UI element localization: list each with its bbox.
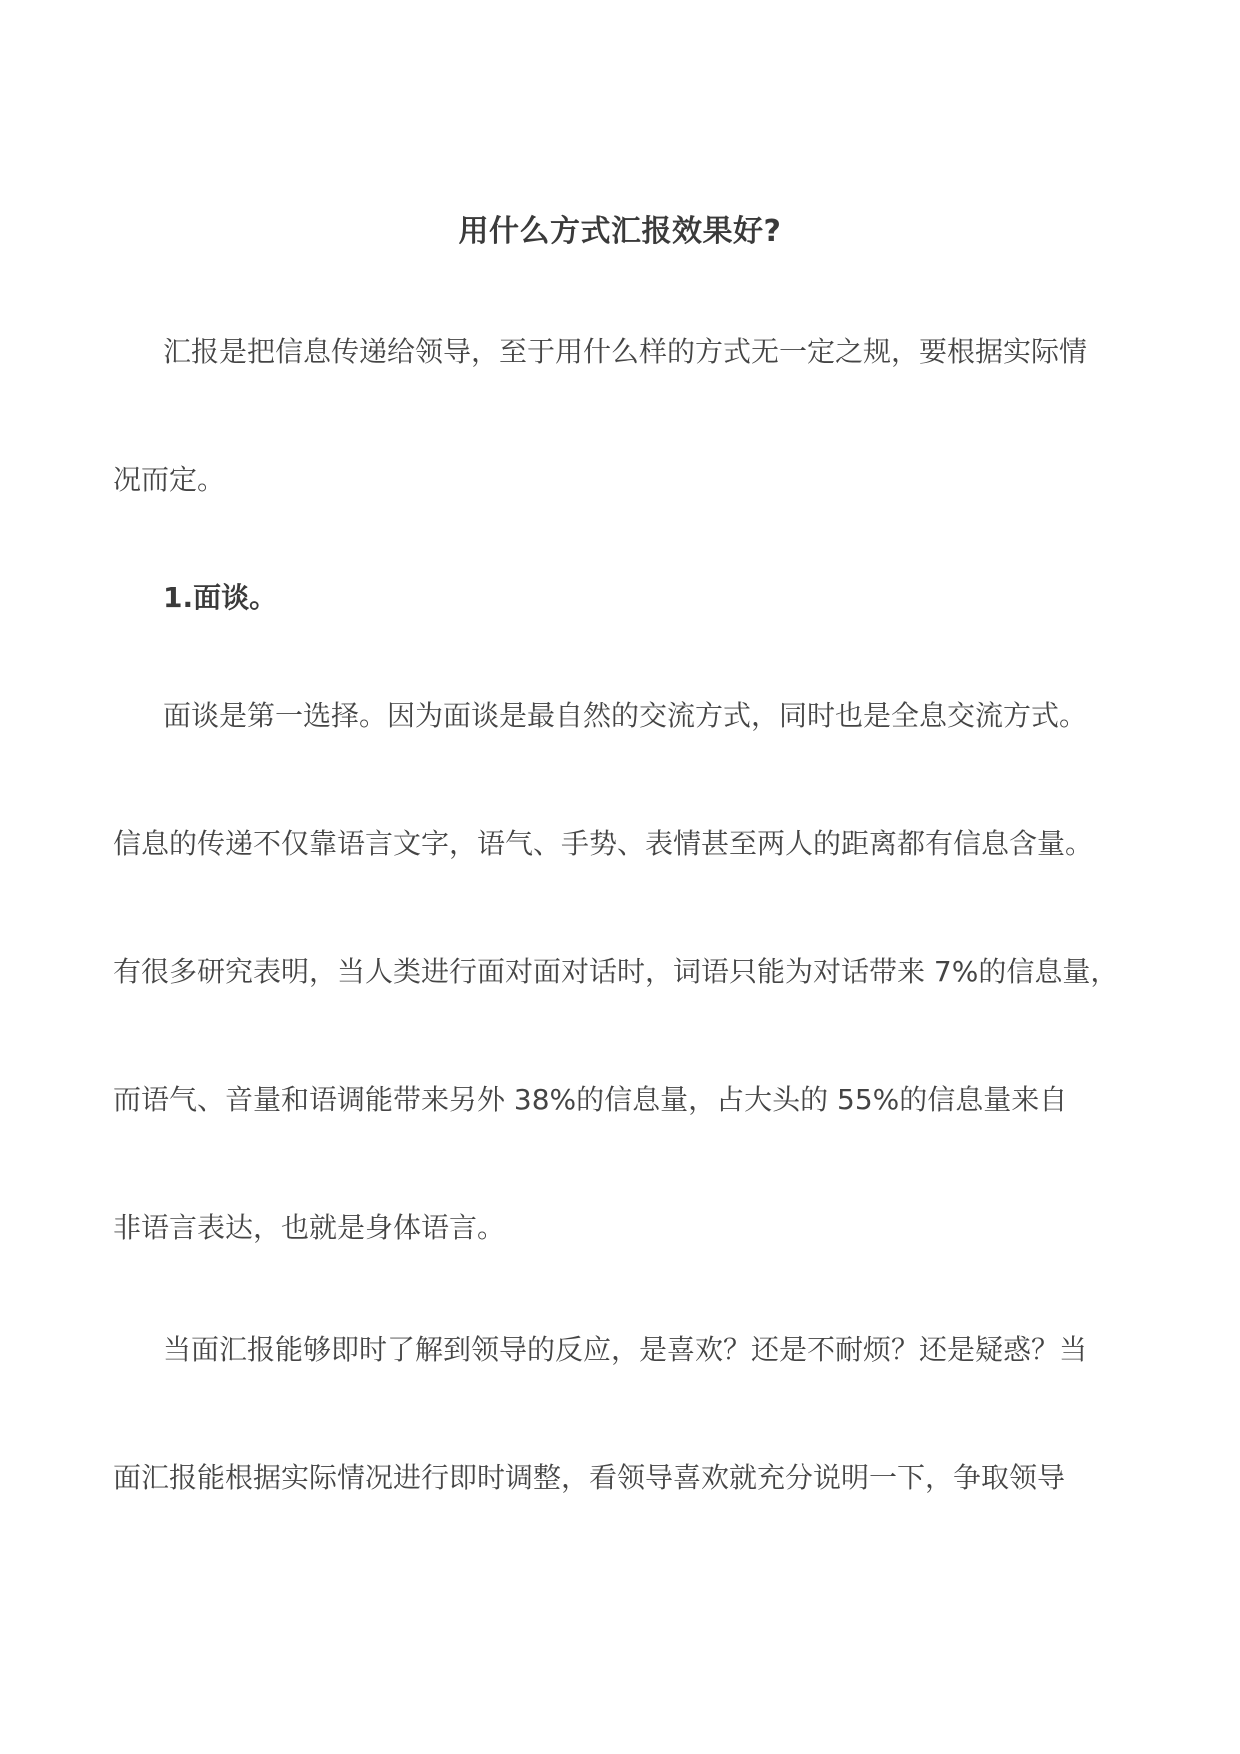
section-heading: 1.面谈。 <box>163 581 278 614</box>
paragraph-line: 有很多研究表明，当人类进行面对面对话时，词语只能为对话带来 7%的信息量， <box>113 955 1119 988</box>
document-title: 用什么方式汇报效果好? <box>458 214 782 249</box>
paragraph-line: 面汇报能根据实际情况进行即时调整，看领导喜欢就充分说明一下，争取领导 <box>113 1461 1066 1494</box>
paragraph-line: 况而定。 <box>113 463 226 496</box>
paragraph-line: 而语气、音量和语调能带来另外 38%的信息量，占大头的 55%的信息量来自 <box>113 1083 1068 1116</box>
paragraph-line: 信息的传递不仅靠语言文字，语气、手势、表情甚至两人的距离都有信息含量。 <box>113 827 1094 860</box>
paragraph-line: 非语言表达，也就是身体语言。 <box>113 1211 506 1244</box>
paragraph-line: 面谈是第一选择。因为面谈是最自然的交流方式，同时也是全息交流方式。 <box>163 699 1088 732</box>
paragraph-line: 当面汇报能够即时了解到领导的反应，是喜欢？还是不耐烦？还是疑惑？当 <box>163 1333 1088 1366</box>
paragraph-line: 汇报是把信息传递给领导，至于用什么样的方式无一定之规，要根据实际情 <box>163 335 1088 368</box>
